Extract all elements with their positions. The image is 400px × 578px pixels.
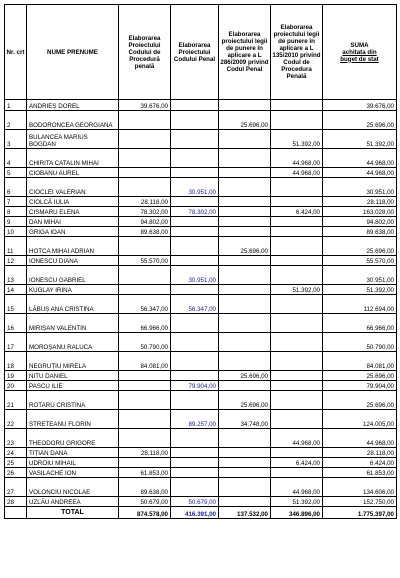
row-sum: 61.853,00 (323, 468, 397, 478)
row-law-286 (219, 497, 271, 507)
table-row (5, 217, 397, 227)
row-law-286 (219, 448, 271, 458)
row-law-135 (271, 391, 323, 410)
row-cp: 79.904,00 (171, 381, 219, 391)
row-law-135 (271, 217, 323, 227)
row-cp: 56.347,00 (171, 295, 219, 314)
header-law-135: Elaborarea proiectului legii de punere în aplicare a L 135/2010 privind Codul de Procedura Penală (271, 5, 323, 100)
row-law-135 (271, 371, 323, 381)
row-sum: 89.638,00 (323, 227, 397, 237)
row-name: LĂBUȘ ANA CRISTINA (27, 295, 119, 314)
row-law-135: 44.968,00 (271, 429, 323, 448)
row-cpp (119, 149, 171, 168)
row-name: NEGRUȚIU MIRELA (27, 352, 119, 371)
row-sum: 30.951,00 (323, 178, 397, 197)
table-row (5, 497, 397, 507)
row-nr: 15 (5, 295, 27, 314)
row-cpp (119, 458, 171, 468)
row-law-286 (219, 352, 271, 371)
row-nr: 5 (5, 168, 27, 178)
row-cpp (119, 381, 171, 391)
row-name: MOROȘANU RALUCA (27, 333, 119, 352)
row-cpp: 78.302,00 (119, 207, 171, 217)
header-nr: Nr. crt (5, 5, 27, 100)
row-cpp: 66.966,00 (119, 314, 171, 333)
row-nr: 10 (5, 227, 27, 237)
header-sum (323, 5, 397, 100)
row-cpp (119, 130, 171, 149)
row-law-135 (271, 178, 323, 197)
row-name: IONESCU GABRIEL (27, 266, 119, 285)
row-nr: 23 (5, 429, 27, 448)
row-cpp (119, 178, 171, 197)
row-law-286 (219, 458, 271, 468)
row-sum: 55.570,00 (323, 256, 397, 266)
row-cp (171, 130, 219, 149)
row-name: BODORONCEA GEORGIANA (27, 111, 119, 130)
table-row (5, 256, 397, 266)
table-row (5, 314, 397, 333)
header-cpp: Elaborarea Proiectului Codului de Procedură penală (119, 5, 171, 100)
row-cpp: 84.081,00 (119, 352, 171, 371)
row-law-135 (271, 468, 323, 478)
row-law-135 (271, 352, 323, 371)
row-nr: 7 (5, 197, 27, 207)
header-law-286: Elaborarea proiectului legii de punere în aplicare a L 286/2009 privind Codul Penal (219, 5, 271, 100)
row-cp: 30.951,00 (171, 266, 219, 285)
row-cp (171, 468, 219, 478)
table-row (5, 285, 397, 295)
row-sum: 25.696,00 (323, 371, 397, 381)
row-nr: 27 (5, 478, 27, 497)
row-cp (171, 314, 219, 333)
header-sum-line2: achitata din (342, 48, 377, 56)
row-law-135 (271, 333, 323, 352)
table-row (5, 478, 397, 497)
table-row (5, 207, 397, 217)
table-row (5, 178, 397, 197)
row-nr: 12 (5, 256, 27, 266)
row-name: CISMARU ELENA (27, 207, 119, 217)
table-row (5, 410, 397, 429)
row-law-286 (219, 217, 271, 227)
row-cpp (119, 266, 171, 285)
total-law-135: 346.896,00 (271, 507, 323, 519)
row-cpp: 61.853,00 (119, 468, 171, 478)
total-sum: 1.775.397,00 (323, 507, 397, 519)
table-row (5, 333, 397, 352)
table-row (5, 266, 397, 285)
row-law-135 (271, 256, 323, 266)
row-sum: 28.118,00 (323, 197, 397, 207)
row-name: CIOBANU AUREL (27, 168, 119, 178)
row-name: THEODORU GRIGORE (27, 429, 119, 448)
table-row (5, 237, 397, 256)
row-law-286 (219, 149, 271, 168)
row-cpp: 56.347,00 (119, 295, 171, 314)
row-cpp (119, 237, 171, 256)
row-sum: 79.904,00 (323, 381, 397, 391)
row-cpp (119, 111, 171, 130)
row-law-135 (271, 314, 323, 333)
row-nr: 21 (5, 391, 27, 410)
row-law-286 (219, 227, 271, 237)
row-cp (171, 217, 219, 227)
row-cpp: 28.118,00 (119, 448, 171, 458)
row-sum: 51.392,00 (323, 285, 397, 295)
row-sum: 39.676,00 (323, 100, 397, 111)
row-law-135: 6.424,00 (271, 458, 323, 468)
row-name: IONESCU DIANA (27, 256, 119, 266)
row-nr: 22 (5, 410, 27, 429)
row-sum: 66.966,00 (323, 314, 397, 333)
row-name: UZLĂU ANDREEA (27, 497, 119, 507)
row-sum: 30.951,00 (323, 266, 397, 285)
row-law-286 (219, 295, 271, 314)
total-law-286: 137.532,00 (219, 507, 271, 519)
table-row (5, 168, 397, 178)
table-row (5, 197, 397, 207)
row-sum: 124.005,00 (323, 410, 397, 429)
row-law-135 (271, 448, 323, 458)
row-sum: 25.696,00 (323, 111, 397, 130)
table-row (5, 381, 397, 391)
row-law-135 (271, 266, 323, 285)
row-law-286 (219, 178, 271, 197)
row-nr: 20 (5, 381, 27, 391)
row-nr: 4 (5, 149, 27, 168)
row-sum: 94.802,00 (323, 217, 397, 227)
row-law-286 (219, 478, 271, 497)
row-sum: 112.694,00 (323, 295, 397, 314)
row-law-286 (219, 266, 271, 285)
row-cp (171, 458, 219, 468)
total-row (5, 507, 397, 519)
row-cp (171, 448, 219, 458)
row-sum: 6.424,00 (323, 458, 397, 468)
table-body (5, 100, 397, 507)
row-law-286: 34.748,00 (219, 410, 271, 429)
row-name: NITU DANIEL (27, 371, 119, 381)
row-name: MIRIȘAN VALENTIN (27, 314, 119, 333)
row-name: ROTARU CRISTINA (27, 391, 119, 410)
table-row (5, 111, 397, 130)
row-cp (171, 478, 219, 497)
row-nr: 11 (5, 237, 27, 256)
row-cp (171, 197, 219, 207)
row-cp (171, 168, 219, 178)
row-cp (171, 285, 219, 295)
row-name: PASCU ILIE (27, 381, 119, 391)
row-sum: 84.081,00 (323, 352, 397, 371)
row-cpp (119, 371, 171, 381)
payments-table (4, 4, 397, 519)
row-nr: 14 (5, 285, 27, 295)
row-name: STRETEANU FLORIN (27, 410, 119, 429)
table-row (5, 429, 397, 448)
row-cpp: 28.118,00 (119, 197, 171, 207)
total-cp: 416.391,00 (171, 507, 219, 519)
row-law-135: 44.968,00 (271, 149, 323, 168)
row-law-135 (271, 295, 323, 314)
row-law-135: 44.968,00 (271, 168, 323, 178)
row-name: UDROIU MIHAIL (27, 458, 119, 468)
row-cpp: 89.638,00 (119, 478, 171, 497)
total-cpp: 874.578,00 (119, 507, 171, 519)
row-cpp: 39.676,00 (119, 100, 171, 111)
row-sum: 25.696,00 (323, 391, 397, 410)
row-nr: 19 (5, 371, 27, 381)
row-sum: 44.968,00 (323, 149, 397, 168)
row-name: VASILACHE ION (27, 468, 119, 478)
row-law-286 (219, 130, 271, 149)
row-cp (171, 391, 219, 410)
row-cp (171, 256, 219, 266)
row-nr: 17 (5, 333, 27, 352)
row-cp (171, 111, 219, 130)
table-row (5, 468, 397, 478)
row-sum: 25.696,00 (323, 237, 397, 256)
table-header-row (5, 5, 397, 100)
row-law-286 (219, 381, 271, 391)
row-name: KUGLAY IRINA (27, 285, 119, 295)
row-nr: 16 (5, 314, 27, 333)
row-cpp: 94.802,00 (119, 217, 171, 227)
row-cpp (119, 285, 171, 295)
row-nr: 26 (5, 468, 27, 478)
row-name: CHIRITA CATALIN MIHAI (27, 149, 119, 168)
row-law-286: 25.696,00 (219, 371, 271, 381)
total-nr (5, 507, 27, 519)
row-name: CIOLCĂ IULIA (27, 197, 119, 207)
row-law-135 (271, 100, 323, 111)
table-row (5, 352, 397, 371)
row-cp: 89.257,00 (171, 410, 219, 429)
row-nr: 18 (5, 352, 27, 371)
row-law-135 (271, 197, 323, 207)
header-name: NUME PRENUME (27, 5, 119, 100)
row-nr: 1 (5, 100, 27, 111)
row-cpp (119, 429, 171, 448)
row-law-286 (219, 468, 271, 478)
row-nr: 28 (5, 497, 27, 507)
row-cp (171, 237, 219, 256)
row-name: GRIGA IOAN (27, 227, 119, 237)
row-sum: 28.118,00 (323, 448, 397, 458)
header-sum-line3: buget de stat (340, 55, 379, 63)
row-nr: 8 (5, 207, 27, 217)
row-cpp: 50.679,00 (119, 497, 171, 507)
row-law-286 (219, 100, 271, 111)
row-cpp: 55.570,00 (119, 256, 171, 266)
table-row (5, 149, 397, 168)
row-law-286 (219, 256, 271, 266)
row-cp: 50.679,00 (171, 497, 219, 507)
row-law-135 (271, 227, 323, 237)
row-law-135: 51.392,00 (271, 497, 323, 507)
table-row (5, 448, 397, 458)
row-law-135 (271, 381, 323, 391)
row-law-286: 25.696,00 (219, 391, 271, 410)
row-cp (171, 333, 219, 352)
total-label: TOTAL (27, 507, 119, 519)
row-sum: 51.392,00 (323, 130, 397, 149)
row-name: BULANCEA MARIUS BOGDAN (27, 130, 119, 149)
row-sum: 163.028,00 (323, 207, 397, 217)
row-name: CIOCLEI VALERIAN (27, 178, 119, 197)
row-law-135: 44.968,00 (271, 478, 323, 497)
row-cpp: 89.638,00 (119, 227, 171, 237)
row-law-286 (219, 314, 271, 333)
table-row (5, 458, 397, 468)
row-nr: 25 (5, 458, 27, 468)
row-cp: 78.302,00 (171, 207, 219, 217)
row-law-286 (219, 197, 271, 207)
row-law-135 (271, 410, 323, 429)
row-cp (171, 429, 219, 448)
row-sum: 50.790,00 (323, 333, 397, 352)
row-name: ANDRIEȘ DOREL (27, 100, 119, 111)
row-law-286 (219, 168, 271, 178)
row-name: HOTCA MIHAI ADRIAN (27, 237, 119, 256)
row-law-135: 51.392,00 (271, 285, 323, 295)
row-nr: 9 (5, 217, 27, 227)
row-cp (171, 227, 219, 237)
row-cp (171, 371, 219, 381)
row-nr: 13 (5, 266, 27, 285)
row-law-135 (271, 111, 323, 130)
row-sum: 152.750,00 (323, 497, 397, 507)
table-row (5, 371, 397, 381)
table-row (5, 100, 397, 111)
row-nr: 6 (5, 178, 27, 197)
header-cp: Elaborarea Proiectului Codului Penal (171, 5, 219, 100)
row-law-135: 51.392,00 (271, 130, 323, 149)
row-cpp (119, 410, 171, 429)
row-law-135: 6.424,00 (271, 207, 323, 217)
row-name: VOLONCIU NICOLAE (27, 478, 119, 497)
table-row (5, 227, 397, 237)
row-sum: 134.606,00 (323, 478, 397, 497)
header-sum-line1: SUMA (350, 41, 369, 49)
row-law-286: 25.696,00 (219, 237, 271, 256)
row-cp (171, 100, 219, 111)
table-row (5, 391, 397, 410)
row-law-286 (219, 333, 271, 352)
row-nr: 24 (5, 448, 27, 458)
table-row (5, 295, 397, 314)
row-cp (171, 352, 219, 371)
row-name: DAN MIHAI (27, 217, 119, 227)
row-law-135 (271, 237, 323, 256)
row-cp: 30.951,00 (171, 178, 219, 197)
row-cpp: 50.790,00 (119, 333, 171, 352)
row-cpp (119, 391, 171, 410)
row-cpp (119, 168, 171, 178)
row-cp (171, 149, 219, 168)
row-sum: 44.968,00 (323, 168, 397, 178)
row-name: TIȚIAN DANA (27, 448, 119, 458)
row-nr: 2 (5, 111, 27, 130)
row-law-286 (219, 207, 271, 217)
row-law-286 (219, 285, 271, 295)
row-nr: 3 (5, 130, 27, 149)
row-law-286 (219, 429, 271, 448)
table-row (5, 130, 397, 149)
row-sum: 44.968,00 (323, 429, 397, 448)
row-law-286: 25.696,00 (219, 111, 271, 130)
